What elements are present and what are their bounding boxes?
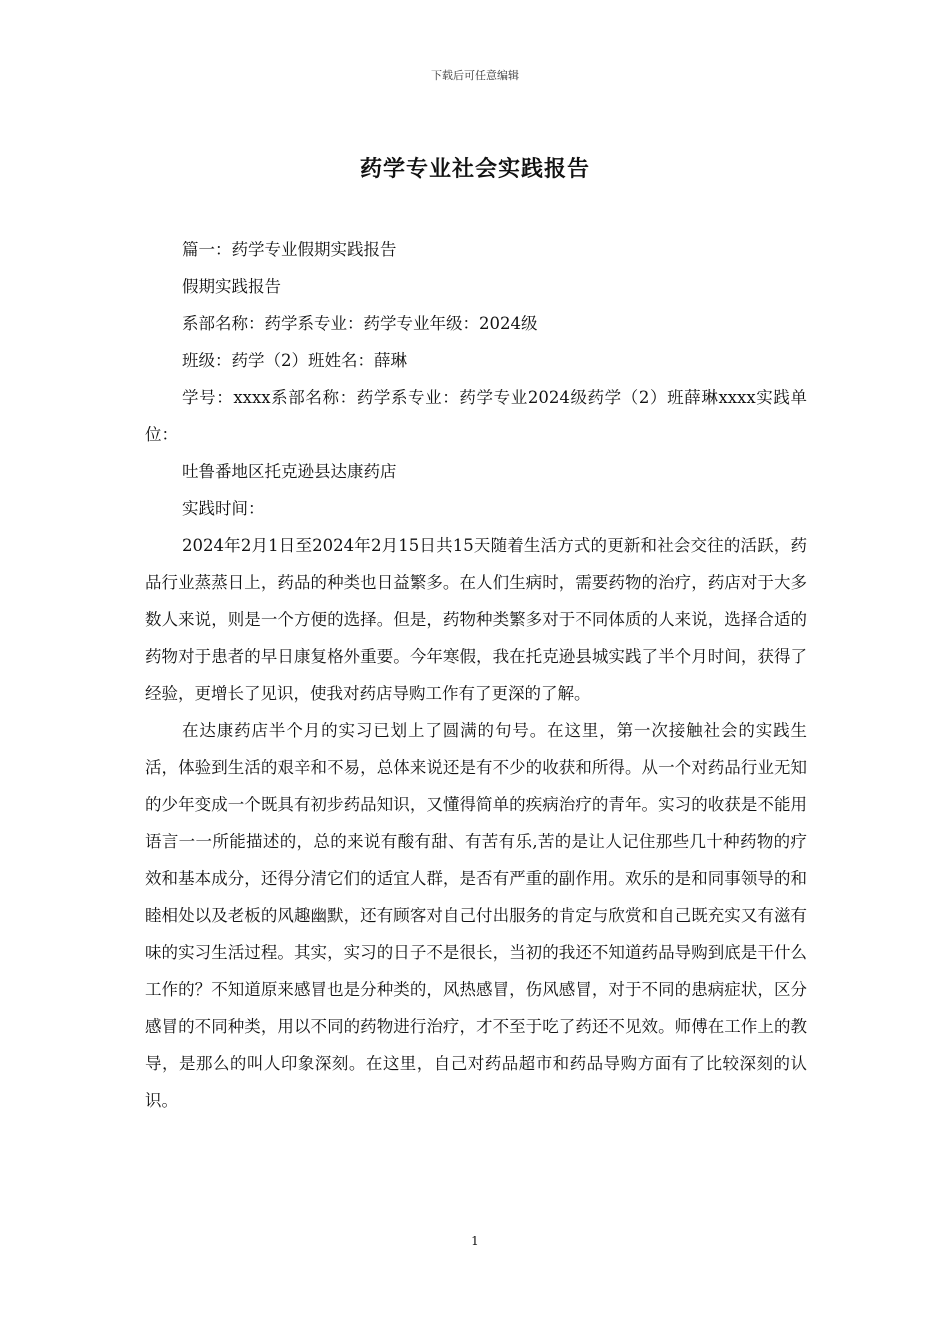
paragraph-practice-unit: 吐鲁番地区托克逊县达康药店	[182, 462, 397, 481]
paragraph-practice-time-label: 实践时间：	[182, 499, 265, 518]
paragraph-class-name: 班级：药学（2）班姓名：薛琳	[182, 351, 407, 370]
paragraph-report-title: 假期实践报告	[182, 277, 281, 296]
paragraph-department: 系部名称：药学系专业：药学专业年级：2024级	[182, 314, 538, 333]
paragraph-section-heading: 篇一：药学专业假期实践报告	[182, 240, 397, 259]
paragraph-internship-summary: 在达康药店半个月的实习已划上了圆满的句号。在这里，第一次接触社会的实践生活，体验到生活的艰辛和不易，总体来说还是有不少的收获和所得。从一个对药品行业无知的少年变成一个既具有初步药品知识，又懂得简单的疾病治疗的青年。实习的收获是不能用语言一一所能描述的，总的来说有酸有甜、有苦有乐,苦的是让人记住那些几十种药物的疗效和基本成分，还得分清它们的适宜人群，是否有严重的副作用。欢乐的是和同事领导的和睦相处以及老板的风趣幽默，还有顾客对自己付出服务的肯定与欣赏和自己既充实又有滋有味的实习生活过程。其实，实习的日子不是很长，当初的我还不知道药品导购到底是干什么工作的？不知道原来感冒也是分种类的，风热感冒，伤风感冒，对于不同的患病症状，区分感冒的不同种类，用以不同的药物进行治疗，才不至于吃了药还不见效。师傅在工作上的教导，是那么的叫人印象深刻。在这里，自己对药品超市和药品导购方面有了比较深刻的认识。	[145, 721, 807, 1110]
document-body	[145, 231, 807, 1119]
paragraph-student-id: 学号：xxxx系部名称：药学系专业：药学专业2024级药学（2）班薛琳xxxx实践单位：	[145, 388, 807, 444]
document-title: 药学专业社会实践报告	[359, 157, 590, 182]
header-note: 下载后可任意编辑	[431, 69, 519, 82]
paragraph-introduction: 2024年2月1日至2024年2月15日共15天随着生活方式的更新和社会交往的活跃，药品行业蒸蒸日上，药品的种类也日益繁多。在人们生病时，需要药物的治疗，药店对于大多数人来说，则是一个方便的选择。但是，药物种类繁多对于不同体质的人来说，选择合适的药物对于患者的早日康复格外重要。今年寒假，我在托克逊县城实践了半个月时间，获得了经验，更增长了见识，使我对药店导购工作有了更深的了解。	[145, 536, 807, 703]
page-number: 1	[471, 1234, 479, 1248]
